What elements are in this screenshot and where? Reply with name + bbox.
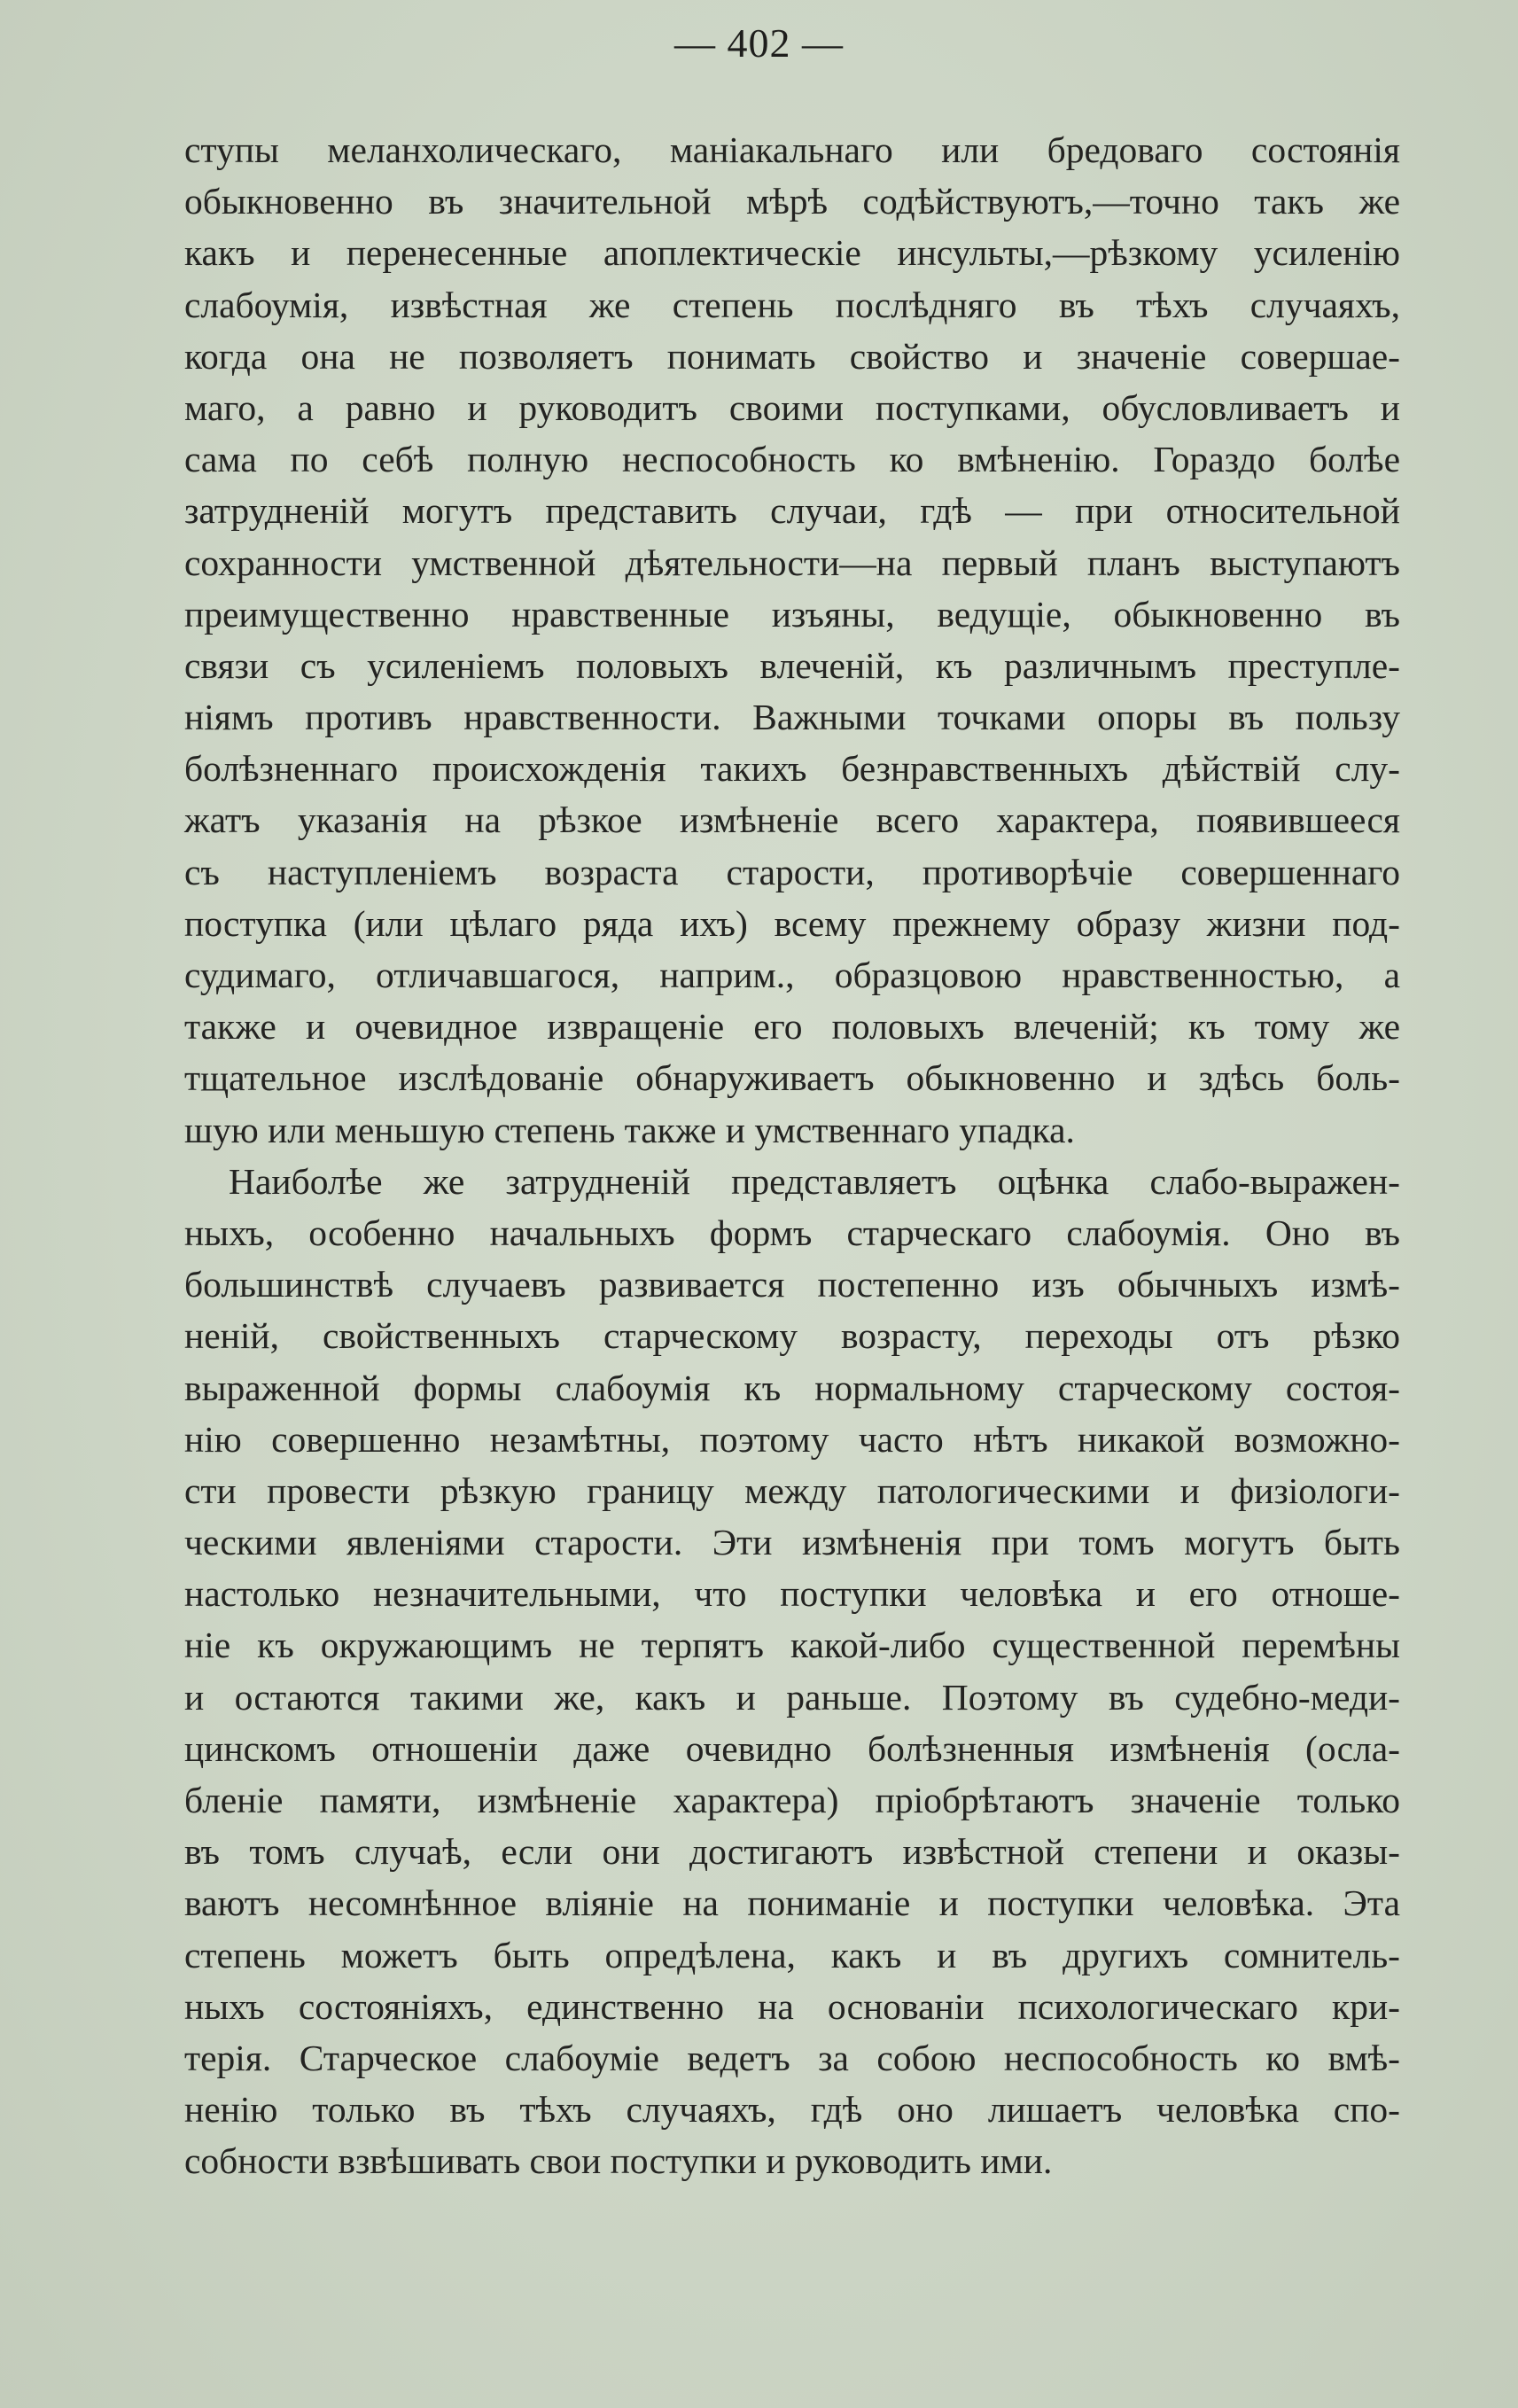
text-line: сти провести рѣзкую границу между патологическими и физіологи- [184, 1469, 1400, 1511]
text-line: степень можетъ быть опредѣлена, какъ и въ другихъ сомнитель- [184, 1934, 1400, 1975]
text-line: сама по себѣ полную неспособность ко вмѣненію. Гораздо болѣе [184, 439, 1400, 480]
text-line: маго, а равно и руководитъ своими поступками, обусловливаетъ и [184, 386, 1400, 428]
text-line: цинскомъ отношеніи даже очевидно болѣзненныя измѣненія (осла- [184, 1727, 1400, 1769]
text-line: когда она не позволяетъ понимать свойство и значеніе совершае- [184, 335, 1400, 377]
text-line: также и очевидное извращеніе его половыхъ влеченій; къ тому же [184, 1006, 1400, 1048]
text-line: сохранности умственной дѣятельности—на первый планъ выступаютъ [184, 542, 1400, 583]
body-text [184, 124, 1400, 2187]
text-line: шую или меньшую степень также и умственнаго упадка. [184, 1109, 1075, 1150]
text-line: большинствѣ случаевъ развивается постепенно изъ обычныхъ измѣ- [184, 1264, 1400, 1305]
text-line: тщательное изслѣдованіе обнаруживаетъ обыкновенно и здѣсь боль- [184, 1057, 1400, 1099]
text-line: собности взвѣшивать свои поступки и руководить ими. [184, 2140, 1053, 2182]
text-line: терія. Старческое слабоуміе ведетъ за собою неспособность ко вмѣ- [184, 2037, 1400, 2078]
text-line: какъ и перенесенные апоплектическіе инсульты,—рѣзкому усиленію [184, 232, 1400, 274]
text-line: ступы меланхолическаго, маніакальнаго или бредоваго состоянія [184, 129, 1400, 170]
text-line: съ наступленіемъ возраста старости, противорѣчіе совершеннаго [184, 851, 1400, 892]
text-line: выраженной формы слабоумія къ нормальному старческому состоя- [184, 1367, 1400, 1408]
text-line: болѣзненнаго происхожденія такихъ безнравственныхъ дѣйствій слу- [184, 748, 1400, 790]
text-line: слабоумія, извѣстная же степень послѣдняго въ тѣхъ случаяхъ, [184, 284, 1400, 325]
text-line: ныхъ, особенно начальныхъ формъ старческаго слабоумія. Оно въ [184, 1212, 1400, 1253]
text-line: судимаго, отличавшагося, наприм., образцовою нравственностью, а [184, 955, 1400, 995]
text-line: ніе къ окружающимъ не терпятъ какой-либо существенной перемѣны [184, 1625, 1400, 1666]
text-line: неній, свойственныхъ старческому возрасту, переходы отъ рѣзко [184, 1315, 1400, 1357]
text-line: въ томъ случаѣ, если они достигаютъ извѣстной степени и оказы- [184, 1831, 1400, 1873]
text-line: настолько незначительными, что поступки человѣка и его отноше- [184, 1573, 1400, 1615]
text-line: Наиболѣе же затрудненій представляетъ оцѣнка слабо-выражен- [229, 1160, 1400, 1202]
text-line: и остаются такими же, какъ и раньше. Поэтому въ судебно-меди- [184, 1676, 1400, 1718]
page-number: — 402 — [674, 20, 844, 66]
text-line: ніямъ противъ нравственности. Важными точками опоры въ пользу [184, 697, 1400, 738]
text-line: связи съ усиленіемъ половыхъ влеченій, къ различнымъ преступле- [184, 644, 1400, 686]
text-line: нію совершенно незамѣтны, поэтому часто нѣтъ никакой возможно- [184, 1418, 1400, 1460]
text-line: ваютъ несомнѣнное вліяніе на пониманіе и поступки человѣка. Эта [184, 1882, 1400, 1924]
text-line: бленіе памяти, измѣненіе характера) пріобрѣтаютъ значеніе только [184, 1780, 1400, 1820]
text-line: ныхъ состояніяхъ, единственно на основаніи психологическаго кри- [184, 1985, 1400, 2027]
text-line: обыкновенно въ значительной мѣрѣ содѣйствуютъ,—точно такъ же [184, 181, 1400, 222]
text-line: затрудненій могутъ представить случаи, гдѣ — при относительной [184, 490, 1400, 532]
paragraph-1 [184, 124, 1400, 1156]
text-line: преимущественно нравственные изъяны, ведущіе, обыкновенно въ [184, 593, 1400, 635]
paragraph-2 [184, 1156, 1400, 2187]
text-line: поступка (или цѣлаго ряда ихъ) всему прежнему образу жизни под- [184, 902, 1400, 944]
text-line: жатъ указанія на рѣзкое измѣненіе всего характера, появившееся [184, 799, 1400, 841]
text-line: ненію только въ тѣхъ случаяхъ, гдѣ оно лишаетъ человѣка спо- [184, 2089, 1400, 2131]
text-line: ческими явленіями старости. Эти измѣненія при томъ могутъ быть [184, 1522, 1400, 1563]
